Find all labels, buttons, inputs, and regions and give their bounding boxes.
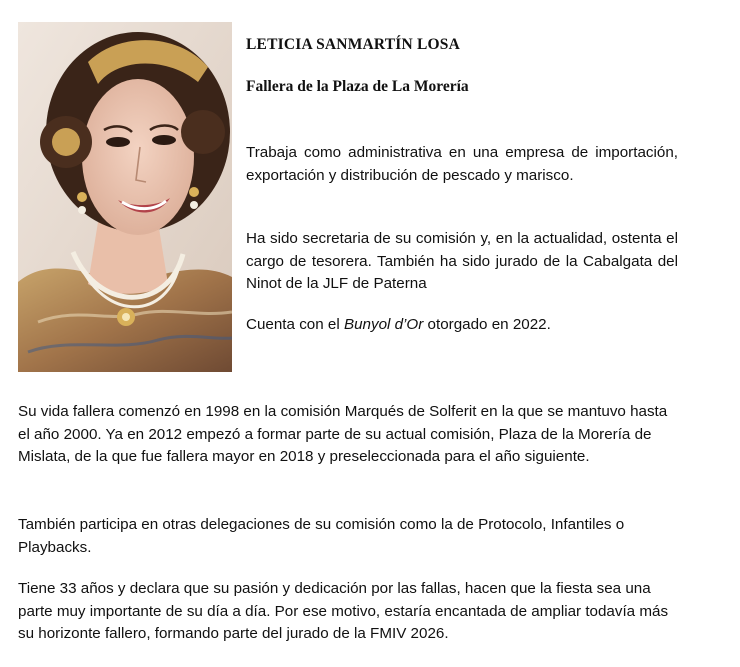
award-text-before: Cuenta con el <box>246 316 344 333</box>
person-name: LETICIA SANMARTÍN LOSA <box>246 36 461 53</box>
bio-paragraph-delegations: También participa en otras delegaciones de su comisión como la de Protocolo, Infantiles o Playbacks. <box>18 516 625 556</box>
bio-paragraph-roles: Ha sido secretaria de su comisión y, en la actualidad, ostenta el cargo de tesorera. También ha sido jurado de la Cabalgata del Ninot de la JLF de Paterna <box>246 230 678 292</box>
bio-paragraph-history: Su vida fallera comenzó en 1998 en la comisión Marqués de Solferit en la que se mantuvo hasta el año 2000. Ya en 2012 empezó a formar parte de su actual comisión, Plaza de la Morería de Mislata, de la que fue fallera mayor en 2018 y preseleccionada para el año siguiente. <box>18 403 668 465</box>
bio-paragraph-award <box>246 314 678 337</box>
bio-paragraph-job: Trabaja como administrativa en una empresa de importación, exportación y distribución de pescado y marisco. <box>246 144 678 184</box>
falla-subtitle: Fallera de la Plaza de La Morería <box>246 78 469 95</box>
bio-paragraph-motivation: Tiene 33 años y declara que su pasión y dedicación por las fallas, hacen que la fiesta sea una parte muy importante de su día a día. Por ese motivo, estaría encantada de ampliar todavía más su horizonte fallero, formando parte del jurado de la FMIV 2026. <box>18 580 669 642</box>
portrait-photo <box>18 22 232 372</box>
award-name: Bunyol d’Or <box>343 316 424 333</box>
award-text-after: otorgado en 2022. <box>423 316 551 333</box>
